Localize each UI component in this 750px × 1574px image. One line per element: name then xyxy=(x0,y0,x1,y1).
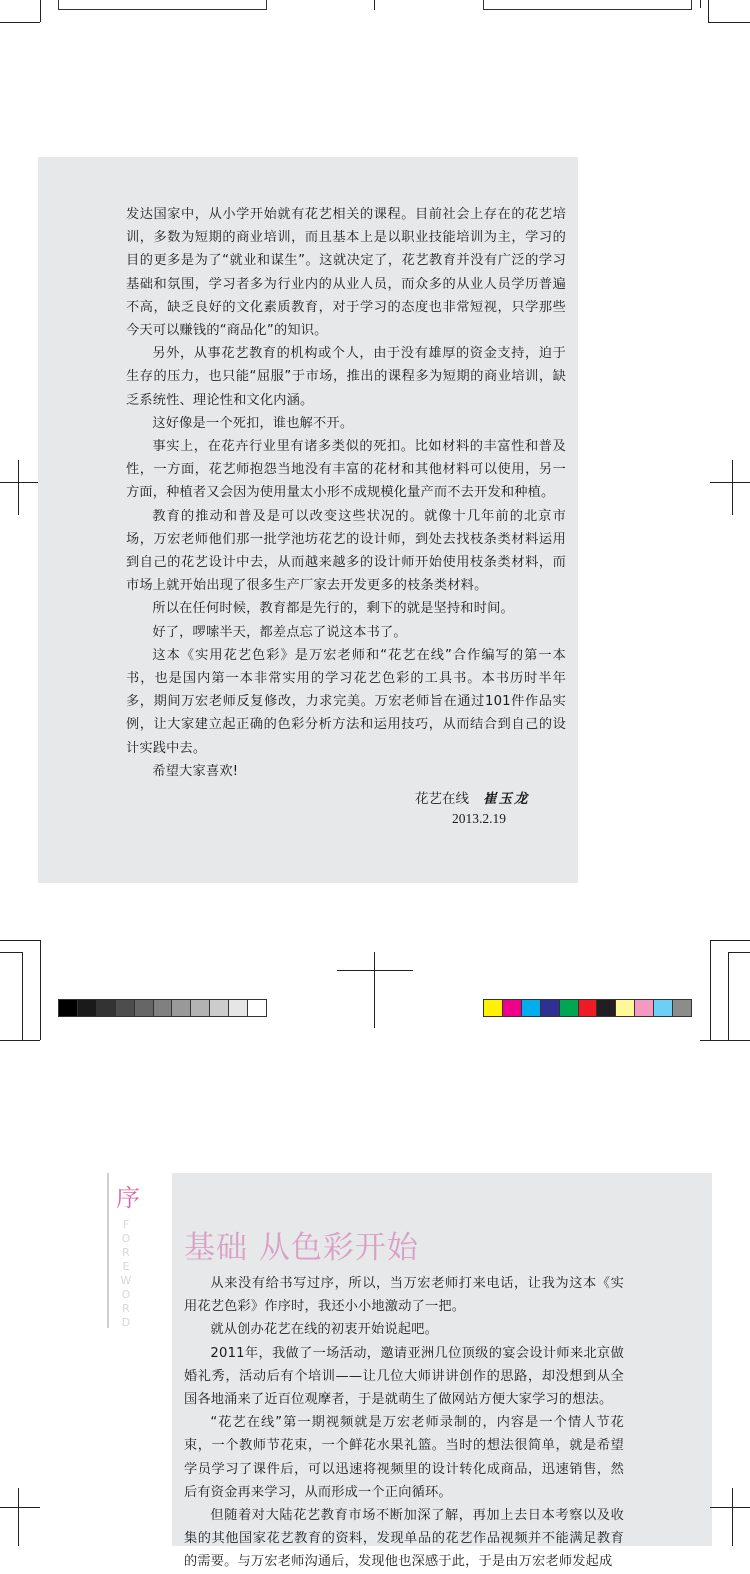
paragraph: 另外，从事花艺教育的机构或个人，由于没有雄厚的资金支持，迫于生存的压力，也只能“屈服”于市场，推出的课程多为短期的商业培训，缺乏系统性、理论性和文化内涵。 xyxy=(126,346,566,408)
color-swatch xyxy=(229,1000,248,1016)
crop-mark xyxy=(708,22,750,23)
crop-mark xyxy=(728,952,750,953)
paragraph: 教育的推动和普及是可以改变这些状况的。就像十几年前的北京市场，万宏老师他们那一批学池坊花艺的设计师，到处去找枝条类材料运用到自己的花艺设计中去，从而越来越多的设计师开始使用枝条类材料，而市场上就开始出现了很多生产厂家去开发更多的枝条类材料。 xyxy=(126,508,566,594)
color-swatch xyxy=(210,1000,229,1016)
paragraph: 就从创办花艺在线的初衷开始说起吧。 xyxy=(210,1322,438,1338)
crop-mark xyxy=(374,0,375,10)
color-swatch xyxy=(560,1000,579,1016)
cmyk-color-bar-top xyxy=(483,0,692,10)
color-swatch xyxy=(597,1000,616,1016)
paragraph: 这好像是一个死扣，谁也解不开。 xyxy=(152,415,354,431)
crop-mark xyxy=(700,1040,750,1041)
color-swatch xyxy=(541,1000,560,1016)
color-swatch xyxy=(616,1000,635,1016)
signature-org: 花艺在线 xyxy=(415,791,469,807)
registration-mark xyxy=(732,1488,733,1546)
paragraph: 但随着对大陆花艺教育市场不断加深了解，再加上去日本考察以及收集的其他国家花艺教育的资料，发现单品的花艺作品视频并不能满足教育的需要。与万宏老师沟通后，发现他也深感于此，于是由万宏老师发起成 xyxy=(184,1508,624,1570)
color-swatch xyxy=(248,1000,266,1016)
gray-color-bar-top xyxy=(58,0,267,10)
signature xyxy=(415,787,530,807)
paragraph: “花艺在线”第一期视频就是万宏老师录制的，内容是一个情人节花束，一个教师节花束，一个鲜花水果礼篮。当时的想法很简单，就是希望学员学习了课件后，可以迅速将视频里的设计转化成商品，迅速销售，然后有资金再来学习，从而形成一个正向循环。 xyxy=(184,1415,624,1500)
foreword-body xyxy=(184,1272,624,1574)
crop-mark xyxy=(0,952,22,953)
crop-mark xyxy=(708,0,709,22)
color-swatch xyxy=(59,1000,78,1016)
paragraph: 2011年，我做了一场活动，邀请亚洲几位顶级的宴会设计师来北京做婚礼秀，活动后有个培训——让几位大师讲讲创作的思路，却没想到从全国各地涌来了近百位观摩者，于是就萌生了做网站方便大家学习的想法。 xyxy=(184,1345,624,1408)
crop-mark xyxy=(40,0,41,22)
paragraph: 好了，啰嗦半天，都差点忘了说这本书了。 xyxy=(152,624,407,640)
registration-mark xyxy=(710,482,750,483)
section-label-en: F O R E W O R D xyxy=(120,1218,134,1329)
color-swatch xyxy=(135,1000,154,1016)
crop-mark xyxy=(700,0,701,8)
color-swatch xyxy=(191,1000,210,1016)
paragraph: 事实上，在花卉行业里有诸多类似的死扣。比如材料的丰富性和普及性，一方面，花艺师抱怨当地没有丰富的花材和其他材料可以使用，另一方面，种植者又会因为使用量太小形不成规模化量产而不去开发和种植。 xyxy=(126,439,566,501)
registration-mark xyxy=(337,970,413,971)
preface-panel xyxy=(38,157,578,883)
preface-body xyxy=(126,203,566,783)
color-swatch xyxy=(635,1000,654,1016)
color-swatch xyxy=(78,1000,97,1016)
registration-mark xyxy=(710,1507,750,1508)
color-swatch xyxy=(654,1000,673,1016)
color-swatch xyxy=(673,1000,691,1016)
gray-color-bar xyxy=(58,999,267,1017)
registration-mark xyxy=(374,952,375,1028)
registration-mark xyxy=(0,482,40,483)
foreword-heading: 基础 从色彩开始 xyxy=(184,1230,419,1266)
color-swatch xyxy=(116,1000,135,1016)
color-swatch xyxy=(484,1000,503,1016)
color-swatch xyxy=(522,1000,541,1016)
color-swatch xyxy=(172,1000,191,1016)
crop-mark xyxy=(0,22,40,23)
cmyk-color-bar xyxy=(483,999,692,1017)
paragraph: 发达国家中，从小学开始就有花艺相关的课程。目前社会上存在的花艺培训，多数为短期的商业培训，而且基本上是以职业技能培训为主，学习的目的更多是为了“就业和谋生”。这就决定了，花艺教育并没有广泛的学习基础和氛围，学习者多为行业内的从业人员，而众多的从业人员学历普遍不高，缺乏良好的文化素质教育，对于学习的态度也非常短视，只学那些今天可以赚钱的“商品化”的知识。 xyxy=(126,207,566,339)
crop-mark xyxy=(22,952,23,1040)
signature-name: 崔玉龙 xyxy=(483,791,530,807)
signature-date: 2013.2.19 xyxy=(452,811,506,826)
section-char: 序 xyxy=(116,1184,140,1212)
crop-mark xyxy=(40,940,41,1040)
color-swatch xyxy=(97,1000,116,1016)
registration-mark xyxy=(732,460,733,515)
registration-mark xyxy=(18,1488,19,1546)
crop-mark xyxy=(0,1040,40,1041)
paragraph: 从来没有给书写过序，所以，当万宏老师打来电话，让我为这本《实用花艺色彩》作序时，我还小小地激动了一把。 xyxy=(184,1276,624,1315)
sidebar-rule xyxy=(107,1173,109,1328)
registration-mark xyxy=(18,460,19,515)
color-swatch xyxy=(154,1000,173,1016)
paragraph: 这本《实用花艺色彩》是万宏老师和“花艺在线”合作编写的第一本书，也是国内第一本非常实用的学习花艺色彩的工具书。本书历时半年多，期间万宏老师反复修改，力求完美。万宏老师旨在通过101件作品实例，让大家建立起正确的色彩分析方法和运用技巧，从而结合到自己的设计实践中去。 xyxy=(126,647,566,756)
paragraph: 所以在任何时候，教育都是先行的，剩下的就是坚持和时间。 xyxy=(152,601,514,617)
crop-mark xyxy=(0,940,40,941)
crop-mark xyxy=(728,952,729,1040)
crop-mark xyxy=(710,940,711,1040)
registration-mark xyxy=(0,1507,40,1508)
color-swatch xyxy=(579,1000,598,1016)
paragraph: 希望大家喜欢! xyxy=(152,763,239,779)
color-swatch xyxy=(503,1000,522,1016)
crop-mark xyxy=(710,940,750,941)
